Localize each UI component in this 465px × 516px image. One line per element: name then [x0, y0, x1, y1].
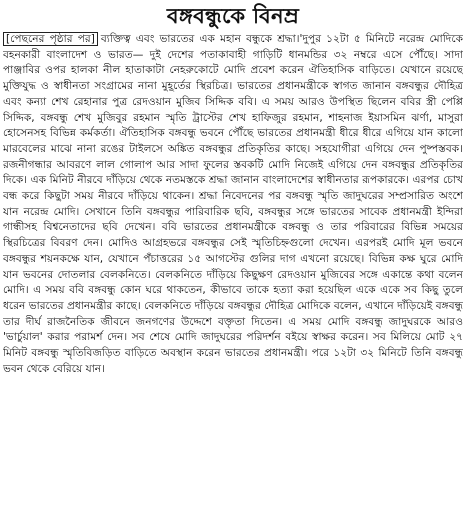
article-body: [3, 32, 463, 514]
headline: বঙ্গবন্ধুকে বিনম্র: [166, 4, 300, 28]
article-text: ব্যক্তিত্ব এবং ভারতের এক মহান বন্ধুকে শ্রদ্ধা।'দুপুর ১২টা ৫ মিনিটে নরেন্দ্র মোদিকে বহনকারী বাংলাদেশ ও ভারত— দুই দেশের পতাকাবাহী গাড়িটি ধানমন্ডির ৩২ নম্বরে এসে পৌঁছে। সাদা পাঞ্জাবির ওপর হালকা নীল হাতাকাটা নেহরুকোটে মোদি প্রবেশ করেন ঐতিহাসিক বাড়িতে। যেখানে রয়েছে মুক্তিযুদ্ধ ও স্বাধীনতা সংগ্রামের নানা মুহূর্তের স্থিরচিত্র। ভারতের প্রধানমন্ত্রীকে স্বাগত জানান বঙ্গবন্ধুর দৌহিত্র এবং কন্যা শেখ রেহানার পুত্র রেদওয়ান মুজিব সিদ্দিক ববি। এ সময় আরও উপস্থিত ছিলেন ববির স্ত্রী পেপ্পি সিদ্দিক, বঙ্গবন্ধু শেখ মুজিবুর রহমান স্মৃতি ট্রাস্টের শেখ হাফিজুর রহমান, শাহনাজ ইয়াসমিন ঝর্ণা, মাসুরা হোসেনসহ বিভিন্ন কর্মকর্তা। ঐতিহাসিক বঙ্গবন্ধু ভবনে পৌঁছে ভারতের প্রধানমন্ত্রী ধীরে ধীরে এগিয়ে যান কালো মারবেলের মাঝে নানা রঙের টাইলসে অঙ্কিত বঙ্গবন্ধুর প্রতিকৃতির কাছে। সহযোগীরা এগিয়ে দেন পুষ্পস্তবক। রজনীগন্ধার আবরণে লাল গোলাপ আর সাদা ফুলের স্তবকটি মোদি নিজেই এগিয়ে দেন বঙ্গবন্ধুর প্রতিকৃতির দিকে। এক মিনিট নীরবে দাঁড়িয়ে থেকে নতমস্তকে শ্রদ্ধা জানান বাংলাদেশের স্বাধীনতার রূপকারকে। এরপর চোখ বন্ধ করে কিছুটা সময় নীরবে দাঁড়িয়ে থাকেন। শ্রদ্ধা নিবেদনের পর বঙ্গবন্ধু স্মৃতি জাদুঘরের সম্প্রসারিত অংশে যান নরেন্দ্র মোদি। সেখানে তিনি বঙ্গবন্ধুর পারিবারিক ছবি, বঙ্গবন্ধুর সঙ্গে ভারতের সাবেক প্রধানমন্ত্রী ইন্দিরা গান্ধীসহ বিশ্বনেতাদের ছবি দেখেন। ববি ভারতের প্রধানমন্ত্রীকে বঙ্গবন্ধু ও তার পরিবারের বিভিন্ন সময়ের স্থিরচিত্রের বিবরণ দেন। মোদিও আগ্রহভরে বঙ্গবন্ধুর সেই স্মৃতিচিহ্নগুলো দেখেন। এরপরই মোদি মূল ভবনে বঙ্গবন্ধুর শয়নকক্ষে যান, যেখানে পঁচাত্তরের ১৫ আগস্টের গুলির দাগ এখনো রয়েছে। বিভিন্ন কক্ষ ঘুরে মোদি যান ভবনের দোতলার বেলকনিতে। বেলকনিতে দাঁড়িয়ে কিছুক্ষণ রেদওয়ান মুজিবের সঙ্গে একান্তে কথা বলেন মোদি। এ সময় ববি বঙ্গবন্ধু কোন ঘরে থাকতেন, কীভাবে তাকে হত্যা করা হয়েছিল একে একে সব কিছু তুলে ধরেন ভারতের প্রধানমন্ত্রীর কাছে। বেলকনিতে দাঁড়িয়ে বঙ্গবন্ধুর দৌহিত্র মোদিকে বলেন, এখানে দাঁড়িয়েই বঙ্গবন্ধু তার দীর্ঘ রাজনৈতিক জীবনে জনগণের উদ্দেশে বক্তৃতা দিতেন। এ সময় মোদি বঙ্গবন্ধু জাদুঘরকে আরও 'ভার্চুয়াল' করার পরামর্শ দেন। সব শেষে মোদি জাদুঘরের পরিদর্শন বইয়ে স্বাক্ষর করেন। সব মিলিয়ে মোট ২৭ মিনিট বঙ্গবন্ধু স্মৃতিবিজড়িত বাড়িতে অবস্থান করেন ভারতের প্রধানমন্ত্রী। পরে ১২টা ৩২ মিনিটে তিনি বঙ্গবন্ধু ভবন থেকে বেরিয়ে যান।: [3, 33, 463, 375]
continuation-kicker: [পেছনের পৃষ্ঠার পর]: [3, 32, 98, 46]
